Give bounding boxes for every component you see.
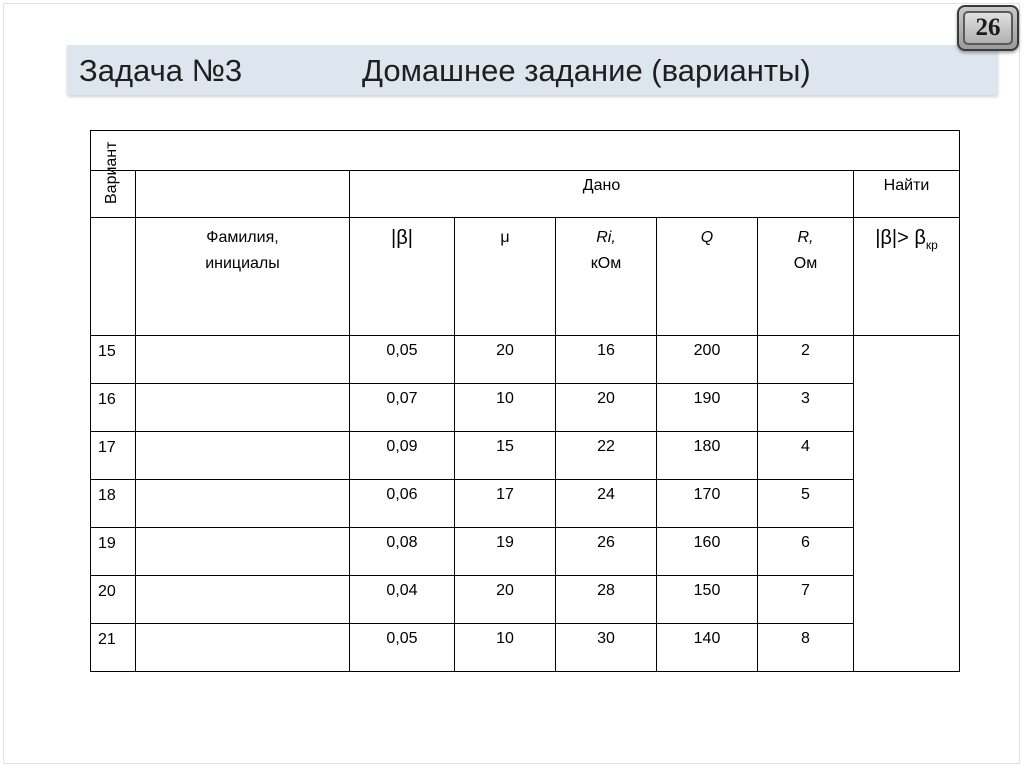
variant-cell: 17: [91, 432, 136, 480]
name-cell: [136, 528, 350, 576]
beta-cell: 0,05: [350, 624, 455, 672]
r-cell: 2: [758, 336, 854, 384]
beta-cell: 0,06: [350, 480, 455, 528]
table-top-empty-cell: [91, 131, 960, 171]
beta-cell: 0,09: [350, 432, 455, 480]
name-cell: [136, 576, 350, 624]
ri-cell: 24: [556, 480, 657, 528]
q-cell: 160: [657, 528, 758, 576]
table-row: [91, 432, 960, 480]
mu-cell: 20: [455, 336, 556, 384]
r-cell: 5: [758, 480, 854, 528]
q-cell: 200: [657, 336, 758, 384]
ri-header-line2: кОм: [590, 255, 622, 272]
table-row: [91, 384, 960, 432]
slide-subtitle: Домашнее задание (варианты): [362, 53, 811, 88]
ri-cell: 28: [556, 576, 657, 624]
find-answer-cell: [854, 336, 960, 672]
r-cell: 6: [758, 528, 854, 576]
r-cell: 7: [758, 576, 854, 624]
q-cell: 190: [657, 384, 758, 432]
table-row: [91, 576, 960, 624]
variant-cell: 21: [91, 624, 136, 672]
ri-cell: 20: [556, 384, 657, 432]
given-header: Дано: [350, 171, 854, 218]
variant-header-cell: [91, 141, 136, 336]
name-cell: [136, 432, 350, 480]
q-cell: 180: [657, 432, 758, 480]
table-column-header-row: [91, 218, 960, 336]
mu-cell: 10: [455, 384, 556, 432]
page-number: 26: [963, 11, 1013, 45]
ri-cell: 16: [556, 336, 657, 384]
variant-cell: 20: [91, 576, 136, 624]
ri-header: [556, 218, 657, 336]
name-header-line2: инициалы: [205, 255, 280, 272]
beta-header: |β|: [350, 218, 455, 336]
name-cell: [136, 624, 350, 672]
q-cell: 140: [657, 624, 758, 672]
find-expression-header: [854, 218, 960, 336]
r-cell: 8: [758, 624, 854, 672]
variant-cell: 18: [91, 480, 136, 528]
find-expression-subscript: кр: [925, 238, 938, 252]
mu-cell: 20: [455, 576, 556, 624]
q-header: Q: [657, 218, 758, 336]
table-top-row: [91, 131, 960, 171]
variant-header: Вариант: [103, 141, 120, 204]
mu-cell: 15: [455, 432, 556, 480]
r-header-line2: Ом: [793, 255, 818, 272]
variant-cell: 19: [91, 528, 136, 576]
name-cell: [136, 384, 350, 432]
find-expression: |β|> β: [875, 227, 926, 249]
mu-header: μ: [455, 218, 556, 336]
table-group-header-row: [91, 171, 960, 218]
table-row: [91, 624, 960, 672]
table-row: [91, 480, 960, 528]
ri-cell: 30: [556, 624, 657, 672]
table-row: [91, 528, 960, 576]
r-cell: 3: [758, 384, 854, 432]
slide-title: Задача №3: [79, 53, 243, 88]
variant-cell: 16: [91, 384, 136, 432]
ri-header-line1: Ri,: [596, 229, 616, 246]
variants-table: [90, 130, 960, 672]
find-header: Найти: [854, 171, 960, 218]
empty-header-cell: [136, 171, 350, 218]
r-cell: 4: [758, 432, 854, 480]
ri-cell: 26: [556, 528, 657, 576]
name-cell: [136, 480, 350, 528]
beta-cell: 0,04: [350, 576, 455, 624]
r-header-line1: R,: [797, 229, 814, 246]
beta-cell: 0,05: [350, 336, 455, 384]
q-cell: 170: [657, 480, 758, 528]
name-header: [136, 218, 350, 336]
name-header-line1: Фамилия,: [206, 229, 279, 246]
r-header: [758, 218, 854, 336]
ri-cell: 22: [556, 432, 657, 480]
beta-cell: 0,08: [350, 528, 455, 576]
beta-cell: 0,07: [350, 384, 455, 432]
q-cell: 150: [657, 576, 758, 624]
table-row: [91, 336, 960, 384]
mu-cell: 17: [455, 480, 556, 528]
mu-cell: 19: [455, 528, 556, 576]
page-number-badge: [957, 5, 1019, 51]
name-cell: [136, 336, 350, 384]
variant-cell: 15: [91, 336, 136, 384]
mu-cell: 10: [455, 624, 556, 672]
